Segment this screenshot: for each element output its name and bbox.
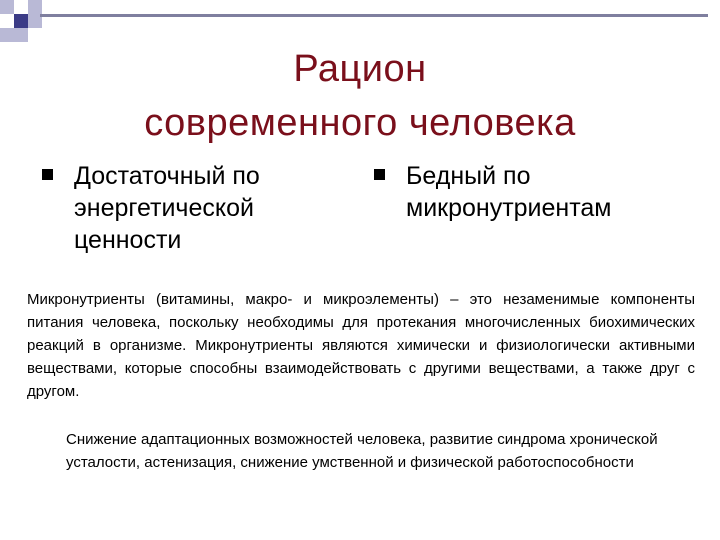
deco-square: [0, 14, 14, 28]
bullet-text: Бедный по микронутриентам: [406, 162, 612, 222]
definition-paragraph: [27, 288, 695, 403]
consequences-paragraph: Снижение адаптационных возможностей человека, развитие синдрома хронической усталости, астенизация, снижение умственной и физической работоспособности: [66, 431, 658, 471]
bullet-text: Достаточный по энергетической ценности: [74, 162, 260, 254]
bullet-square-icon: [42, 169, 53, 180]
title-line-2: современного человека: [144, 102, 576, 144]
deco-square: [0, 28, 14, 42]
title-line-1: Рацион: [293, 48, 427, 90]
definition-text: (витамины, макро- и микроэлементы) – это незаменимые компоненты питания человека, поскольку необходимы для протекания многочисленных биохимических реакций в организме. Микронутриенты являются химически и физиологически активными веществами, которые способны взаимодействовать с другими веществами, а также друг с другом.: [27, 291, 695, 400]
definition-term: Микронутриенты: [27, 291, 145, 308]
deco-square: [14, 28, 28, 42]
deco-square: [14, 0, 28, 14]
deco-square: [14, 14, 28, 28]
deco-square: [28, 0, 42, 14]
header-rule: [40, 14, 708, 17]
deco-square: [0, 0, 14, 14]
bullet-square-icon: [374, 169, 385, 180]
slide-title: [0, 42, 720, 150]
